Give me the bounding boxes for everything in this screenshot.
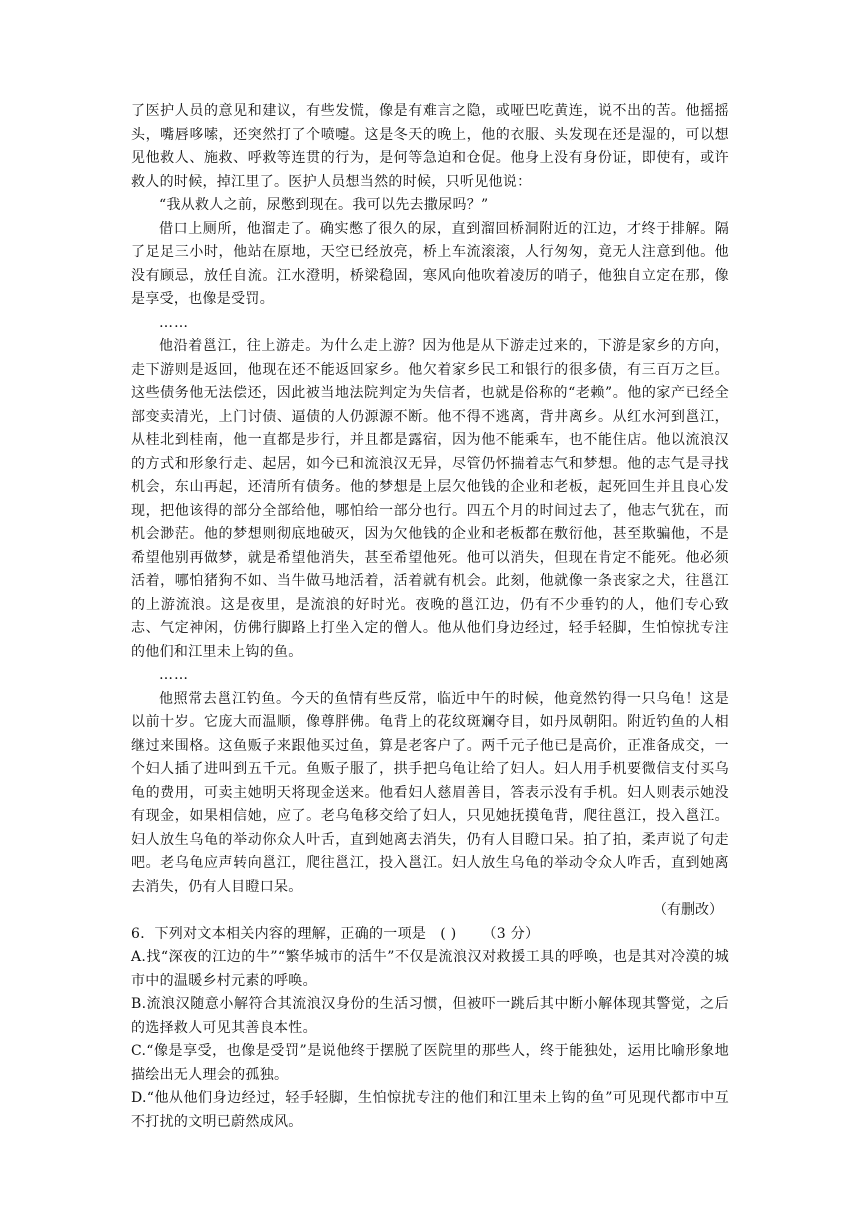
question-score: （3 分）: [482, 925, 540, 942]
source-note: （有删改）: [653, 902, 723, 918]
passage-paragraph-5: 他照常去邕江钓鱼。今天的鱼情有些反常，临近中午的时候，他竟然钓得一只乌龟！这是以前十岁。它庞大而温顺，像尊胖佛。龟背上的花纹斑斓夺目，如丹凤朝阳。附近钓鱼的人相继过来围格。这鱼贩子来跟他买过鱼，算是老客户了。两千元子他已是高价，正准备成交，一个妇人插了进叫到五千元。鱼贩子服了，拱手把乌龟让给了妇人。妇人用手机要微信支付买乌龟的费用，可卖主她明天将现金送来。他看妇人慈眉善目，答表示没有手机。妇人则表示她没有现金，如果相信她，应了。老乌龟移交给了妇人，只见她抚摸龟背，爬往邕江，投入邕江。妇人放生乌龟的举动你众人叶舌，直到她离去消失，仍有人目瞪口呆。拍了拍，柔声说了句走吧。老乌龟应声转向邕江，爬往邕江，投入邕江。妇人放生乌龟的举动令众人咋舌，直到她离去消失，仍有人目瞪口呆。: [131, 690, 729, 895]
ellipsis-2: ……: [159, 667, 189, 683]
option-b[interactable]: B.流浪汉随意小解符合其流浪汉身份的生活习惯，但被吓一跳后其中断小解体现其警觉，之后的选择救人可见其善良本性。: [131, 996, 729, 1036]
document-page: [131, 100, 729, 1134]
ellipsis-1: ……: [159, 314, 189, 331]
answer-bracket[interactable]: ( ): [440, 925, 457, 942]
question-title: 6．下列对文本相关内容的理解，正确的一项是: [131, 925, 427, 942]
question-6-stem: [131, 923, 729, 947]
option-a[interactable]: A.找“深夜的江边的牛”“繁华城市的活牛”不仅是流浪汉对救援工具的呼唤，也是其对冷漠的城市中的温暖乡村元素的呼唤。: [131, 949, 729, 989]
passage-paragraph-3: 借口上厕所，他溜走了。确实憋了很久的尿，直到溜回桥洞附近的江边，才终于排解。隔了足足三小时，他站在原地，天空已经放亮，桥上车流滚滚，人行匆匆，竟无人注意到他。他没有顾忌，放任自流。江水澄明，桥梁稳固，寒风向他吹着凌厉的哨子，他独自立定在那，像是享受，也像是受罚。: [131, 220, 729, 307]
passage-paragraph-1: 了医护人员的意见和建议，有些发慌，像是有难言之隐，或哑巴吃黄连，说不出的苦。他摇摇头，嘴唇哆嗦，还突然打了个喷嚏。这是冬天的晚上，他的衣服、头发现在还是湿的，可以想见他救人、施救、呼救等连贯的行为，是何等急迫和仓促。他身上没有身份证，即使有，或许救人的时候，掉江里了。医护人员想当然的时候，只听见他说：: [131, 103, 729, 190]
option-c[interactable]: C.“像是享受，也像是受罚”是说他终于摆脱了医院里的那些人，终于能独处，运用比喻形象地描绘出无人理会的孤独。: [131, 1043, 729, 1083]
passage-quote: “我从救人之前，尿憋到现在。我可以先去撒尿吗？”: [159, 197, 489, 213]
option-d[interactable]: D.“他从他们身边经过，轻手轻脚，生怕惊扰专注的他们和江里未上钩的鱼”可见现代都市中互不打扰的文明已蔚然成风。: [131, 1090, 729, 1130]
passage-paragraph-4: 他沿着邕江，往上游走。为什么走上游？因为他是从下游走过来的，下游是家乡的方向，走下游则是返回，他现在还不能返回家乡。他欠着家乡民工和银行的很多债，有三百万之巨。这些债务他无法偿还，因此被当地法院判定为失信者，也就是俗称的“老赖”。他的家产已经全部变卖清光，上门讨债、逼债的人仍源源不断。他不得不逃离，背井离乡。从红水河到邕江，从桂北到桂南，他一直都是步行，并且都是露宿，因为他不能乘车，也不能住店。他以流浪汉的方式和形象行走、起居，如今已和流浪汉无异，尽管仍怀揣着志气和梦想。他的志气是寻找机会，东山再起，还清所有债务。他的梦想是上层欠他钱的企业和老板，起死回生并且良心发现，把他该得的部分全部给他，哪怕给一部分也行。四五个月的时间过去了，他志气犹在，而机会渺茫。他的梦想则彻底地破灭，因为欠他钱的企业和老板都在敷衍他，甚至欺骗他，不是希望他别再做梦，就是希望他消失，甚至希望他死。他可以消失，但现在肯定不能死。他必须活着，哪怕猪狗不如、当牛做马地活着，活着就有机会。此刻，他就像一条丧家之犬，往邕江的上游流浪。这是夜里，是流浪的好时光。夜晚的邕江边，仍有不少垂钓的人，他们专心致志、气定神闲，仿佛行脚路上打坐入定的僧人。他从他们身边经过，轻手轻脚，生怕惊扰专注的他们和江里未上钩的鱼。: [131, 338, 729, 660]
